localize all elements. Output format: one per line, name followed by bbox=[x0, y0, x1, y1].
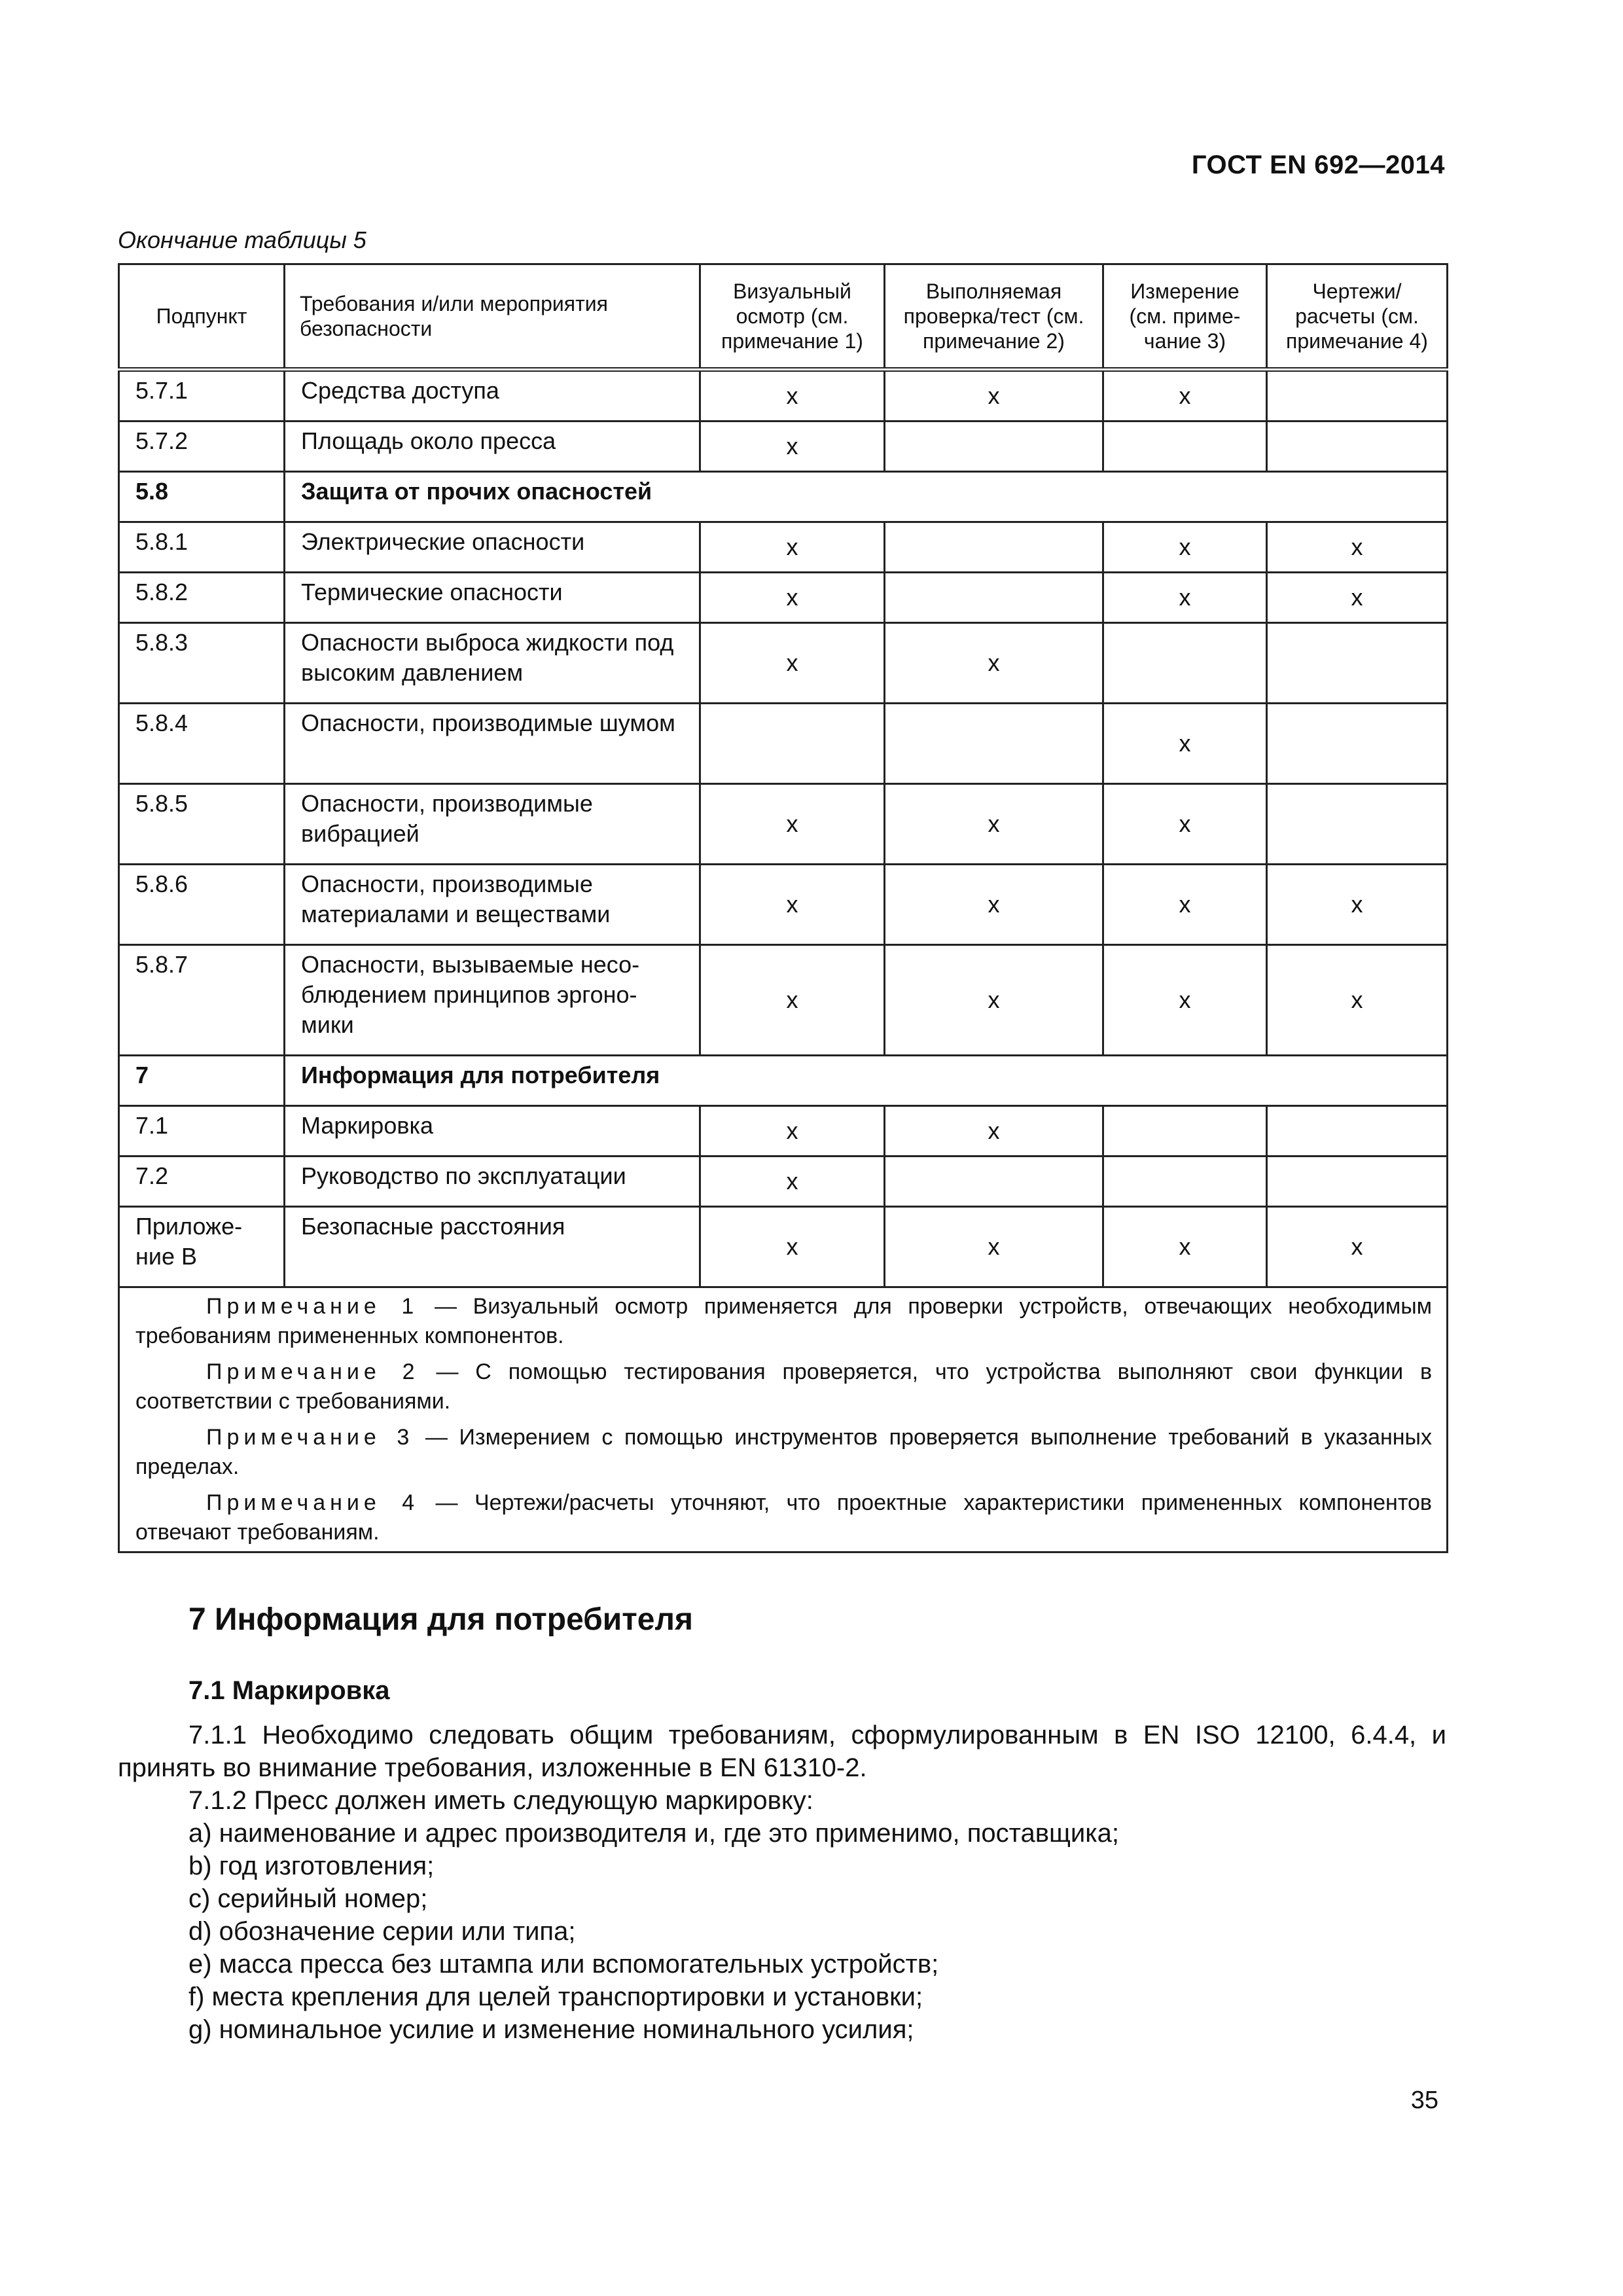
table-row bbox=[119, 945, 1448, 1056]
cell-measure-mark: x bbox=[1103, 784, 1267, 865]
cell-measure-mark: x bbox=[1103, 1207, 1267, 1287]
cell-requirement: Средства доступа bbox=[285, 370, 700, 422]
cell-subclause: 5.8.4 bbox=[119, 704, 285, 784]
cell-requirement: Опасности, производимые шумом bbox=[285, 704, 700, 784]
cell-test-mark: x bbox=[885, 784, 1103, 865]
list-item: a) наименование и адрес производителя и, где это применимо, поставщика; bbox=[188, 1819, 1120, 1848]
table-note bbox=[135, 1423, 1432, 1482]
cell-drawings-mark: x bbox=[1267, 865, 1448, 945]
section-7 bbox=[118, 1604, 1446, 2046]
col-header-drawings: Чертежи/ расчеты (см. примечание 4) bbox=[1267, 264, 1448, 370]
table-row bbox=[119, 623, 1448, 704]
cell-drawings-mark: x bbox=[1267, 573, 1448, 623]
paragraph-7-1-2: 7.1.2 Пресс должен иметь следующую маркировку: bbox=[188, 1786, 813, 1815]
cell-requirement: Электрические опасности bbox=[285, 522, 700, 573]
table-note bbox=[135, 1488, 1432, 1547]
cell-visual-mark: x bbox=[700, 945, 885, 1056]
cell-requirement: Площадь около пресса bbox=[285, 422, 700, 472]
cell-measure-mark bbox=[1103, 422, 1267, 472]
cell-visual-mark: x bbox=[700, 1106, 885, 1157]
cell-measure-mark bbox=[1103, 1106, 1267, 1157]
cell-visual-mark: x bbox=[700, 1207, 885, 1287]
cell-test-mark bbox=[885, 522, 1103, 573]
requirements-table bbox=[118, 263, 1448, 1553]
cell-visual-mark: x bbox=[700, 865, 885, 945]
marking-list bbox=[118, 1817, 1446, 2046]
cell-visual-mark: x bbox=[700, 784, 885, 865]
cell-subclause: 5.8.2 bbox=[119, 573, 285, 623]
cell-visual-mark: x bbox=[700, 370, 885, 422]
cell-drawings-mark: x bbox=[1267, 522, 1448, 573]
cell-requirement: Термические опасности bbox=[285, 573, 700, 623]
table-row bbox=[119, 573, 1448, 623]
list-item: d) обозначение серии или типа; bbox=[188, 1917, 576, 1946]
col-header-measure: Измерение (см. приме-чание 3) bbox=[1103, 264, 1267, 370]
cell-drawings-mark bbox=[1267, 1157, 1448, 1207]
cell-test-mark: x bbox=[885, 623, 1103, 704]
cell-requirement: Руководство по эксплуатации bbox=[285, 1157, 700, 1207]
cell-subclause: 5.8.6 bbox=[119, 865, 285, 945]
cell-measure-mark: x bbox=[1103, 573, 1267, 623]
cell-measure-mark bbox=[1103, 1157, 1267, 1207]
cell-test-mark bbox=[885, 704, 1103, 784]
cell-visual-mark: x bbox=[700, 623, 885, 704]
table-row bbox=[119, 865, 1448, 945]
table-header-row bbox=[119, 264, 1448, 370]
cell-visual-mark: x bbox=[700, 573, 885, 623]
table-row bbox=[119, 1207, 1448, 1287]
table-row bbox=[119, 422, 1448, 472]
cell-requirement: Опасности, вызываемые несо-блюдением принципов эргоно-мики bbox=[285, 945, 700, 1056]
col-header-subclause: Подпункт bbox=[119, 264, 285, 370]
table-body bbox=[119, 370, 1448, 1287]
cell-subclause: 5.8.7 bbox=[119, 945, 285, 1056]
cell-requirement: Опасности выброса жидкости под высоким давлением bbox=[285, 623, 700, 704]
cell-subclause: 5.7.1 bbox=[119, 370, 285, 422]
table-note bbox=[135, 1357, 1432, 1416]
notes-row bbox=[119, 1287, 1448, 1552]
cell-subclause: 5.8.3 bbox=[119, 623, 285, 704]
cell-subclause: 5.8 bbox=[119, 472, 285, 522]
col-header-visual: Визуальный осмотр (см. примечание 1) bbox=[700, 264, 885, 370]
table-row bbox=[119, 370, 1448, 422]
note-text: — С помощью тестирования проверяется, что устройства выполняют свои функции в соответствии с требованиями. bbox=[135, 1359, 1433, 1414]
table-row bbox=[119, 1056, 1448, 1106]
cell-drawings-mark bbox=[1267, 784, 1448, 865]
notes-cell bbox=[119, 1287, 1448, 1552]
cell-requirement: Опасности, производимые вибрацией bbox=[285, 784, 700, 865]
cell-subclause: 7.1 bbox=[119, 1106, 285, 1157]
section-title: 7 Информация для потребителя bbox=[188, 1602, 693, 1637]
cell-drawings-mark bbox=[1267, 1106, 1448, 1157]
cell-requirement: Информация для потребителя bbox=[285, 1056, 1448, 1106]
cell-drawings-mark bbox=[1267, 422, 1448, 472]
cell-test-mark: x bbox=[885, 865, 1103, 945]
list-item: e) масса пресса без штампа или вспомогательных устройств; bbox=[188, 1950, 939, 1979]
cell-test-mark bbox=[885, 1157, 1103, 1207]
table-row bbox=[119, 522, 1448, 573]
cell-visual-mark: x bbox=[700, 522, 885, 573]
cell-measure-mark: x bbox=[1103, 945, 1267, 1056]
cell-requirement: Маркировка bbox=[285, 1106, 700, 1157]
cell-measure-mark: x bbox=[1103, 865, 1267, 945]
table-row bbox=[119, 1157, 1448, 1207]
table-row bbox=[119, 472, 1448, 522]
table-caption: Окончание таблицы 5 bbox=[118, 226, 366, 253]
col-header-requirements: Требования и/или мероприятия безопасности bbox=[285, 264, 700, 370]
cell-test-mark: x bbox=[885, 945, 1103, 1056]
note-text: — Измерением с помощью инструментов проверяется выполнение требований в указанных пределах. bbox=[135, 1425, 1432, 1479]
page-number: 35 bbox=[1410, 2087, 1438, 2114]
list-item: f) места крепления для целей транспортировки и установки; bbox=[188, 1982, 923, 2011]
cell-measure-mark: x bbox=[1103, 704, 1267, 784]
cell-subclause: 7.2 bbox=[119, 1157, 285, 1207]
cell-test-mark: x bbox=[885, 370, 1103, 422]
cell-subclause: 5.8.5 bbox=[119, 784, 285, 865]
cell-measure-mark: x bbox=[1103, 522, 1267, 573]
cell-test-mark bbox=[885, 573, 1103, 623]
cell-measure-mark: x bbox=[1103, 370, 1267, 422]
cell-subclause: 5.7.2 bbox=[119, 422, 285, 472]
cell-requirement: Защита от прочих опасностей bbox=[285, 472, 1448, 522]
cell-subclause: 5.8.1 bbox=[119, 522, 285, 573]
document-code: ГОСТ EN 692—2014 bbox=[1191, 151, 1445, 179]
cell-drawings-mark bbox=[1267, 623, 1448, 704]
cell-visual-mark: x bbox=[700, 422, 885, 472]
note-text: — Визуальный осмотр применяется для проверки устройств, отвечающих необходимым требованиям примененных компонентов. bbox=[135, 1294, 1433, 1348]
cell-test-mark: x bbox=[885, 1207, 1103, 1287]
cell-measure-mark bbox=[1103, 623, 1267, 704]
paragraph-7-1-1: 7.1.1 Необходимо следовать общим требованиям, сформулированным в EN ISO 12100, 6.4.4, и принять во внимание требования, изложенные в EN 61310-2. bbox=[118, 1721, 1446, 1782]
list-item: c) серийный номер; bbox=[188, 1884, 428, 1913]
cell-drawings-mark: x bbox=[1267, 1207, 1448, 1287]
note-label: Примечание 2 bbox=[206, 1359, 419, 1384]
cell-test-mark: x bbox=[885, 1106, 1103, 1157]
table-row bbox=[119, 704, 1448, 784]
cell-subclause: Приложе-ние В bbox=[119, 1207, 285, 1287]
table-row bbox=[119, 784, 1448, 865]
subsection-title: 7.1 Маркировка bbox=[188, 1676, 390, 1705]
cell-drawings-mark: x bbox=[1267, 945, 1448, 1056]
note-text: — Чертежи/расчеты уточняют, что проектные характеристики примененных компонентов отвечают требованиям. bbox=[135, 1490, 1432, 1545]
note-label: Примечание 3 bbox=[206, 1425, 414, 1450]
note-label: Примечание 4 bbox=[206, 1490, 419, 1515]
list-item: b) год изготовления; bbox=[188, 1852, 435, 1880]
note-label: Примечание 1 bbox=[206, 1294, 419, 1319]
cell-drawings-mark bbox=[1267, 704, 1448, 784]
cell-requirement: Опасности, производимые материалами и веществами bbox=[285, 865, 700, 945]
cell-drawings-mark bbox=[1267, 370, 1448, 422]
cell-visual-mark bbox=[700, 704, 885, 784]
col-header-test: Выполняемая проверка/тест (см. примечание 2) bbox=[885, 264, 1103, 370]
table-row bbox=[119, 1106, 1448, 1157]
cell-test-mark bbox=[885, 422, 1103, 472]
cell-visual-mark: x bbox=[700, 1157, 885, 1207]
list-item: g) номинальное усилие и изменение номинального усилия; bbox=[188, 2015, 914, 2044]
table-note bbox=[135, 1292, 1432, 1351]
cell-subclause: 7 bbox=[119, 1056, 285, 1106]
cell-requirement: Безопасные расстояния bbox=[285, 1207, 700, 1287]
